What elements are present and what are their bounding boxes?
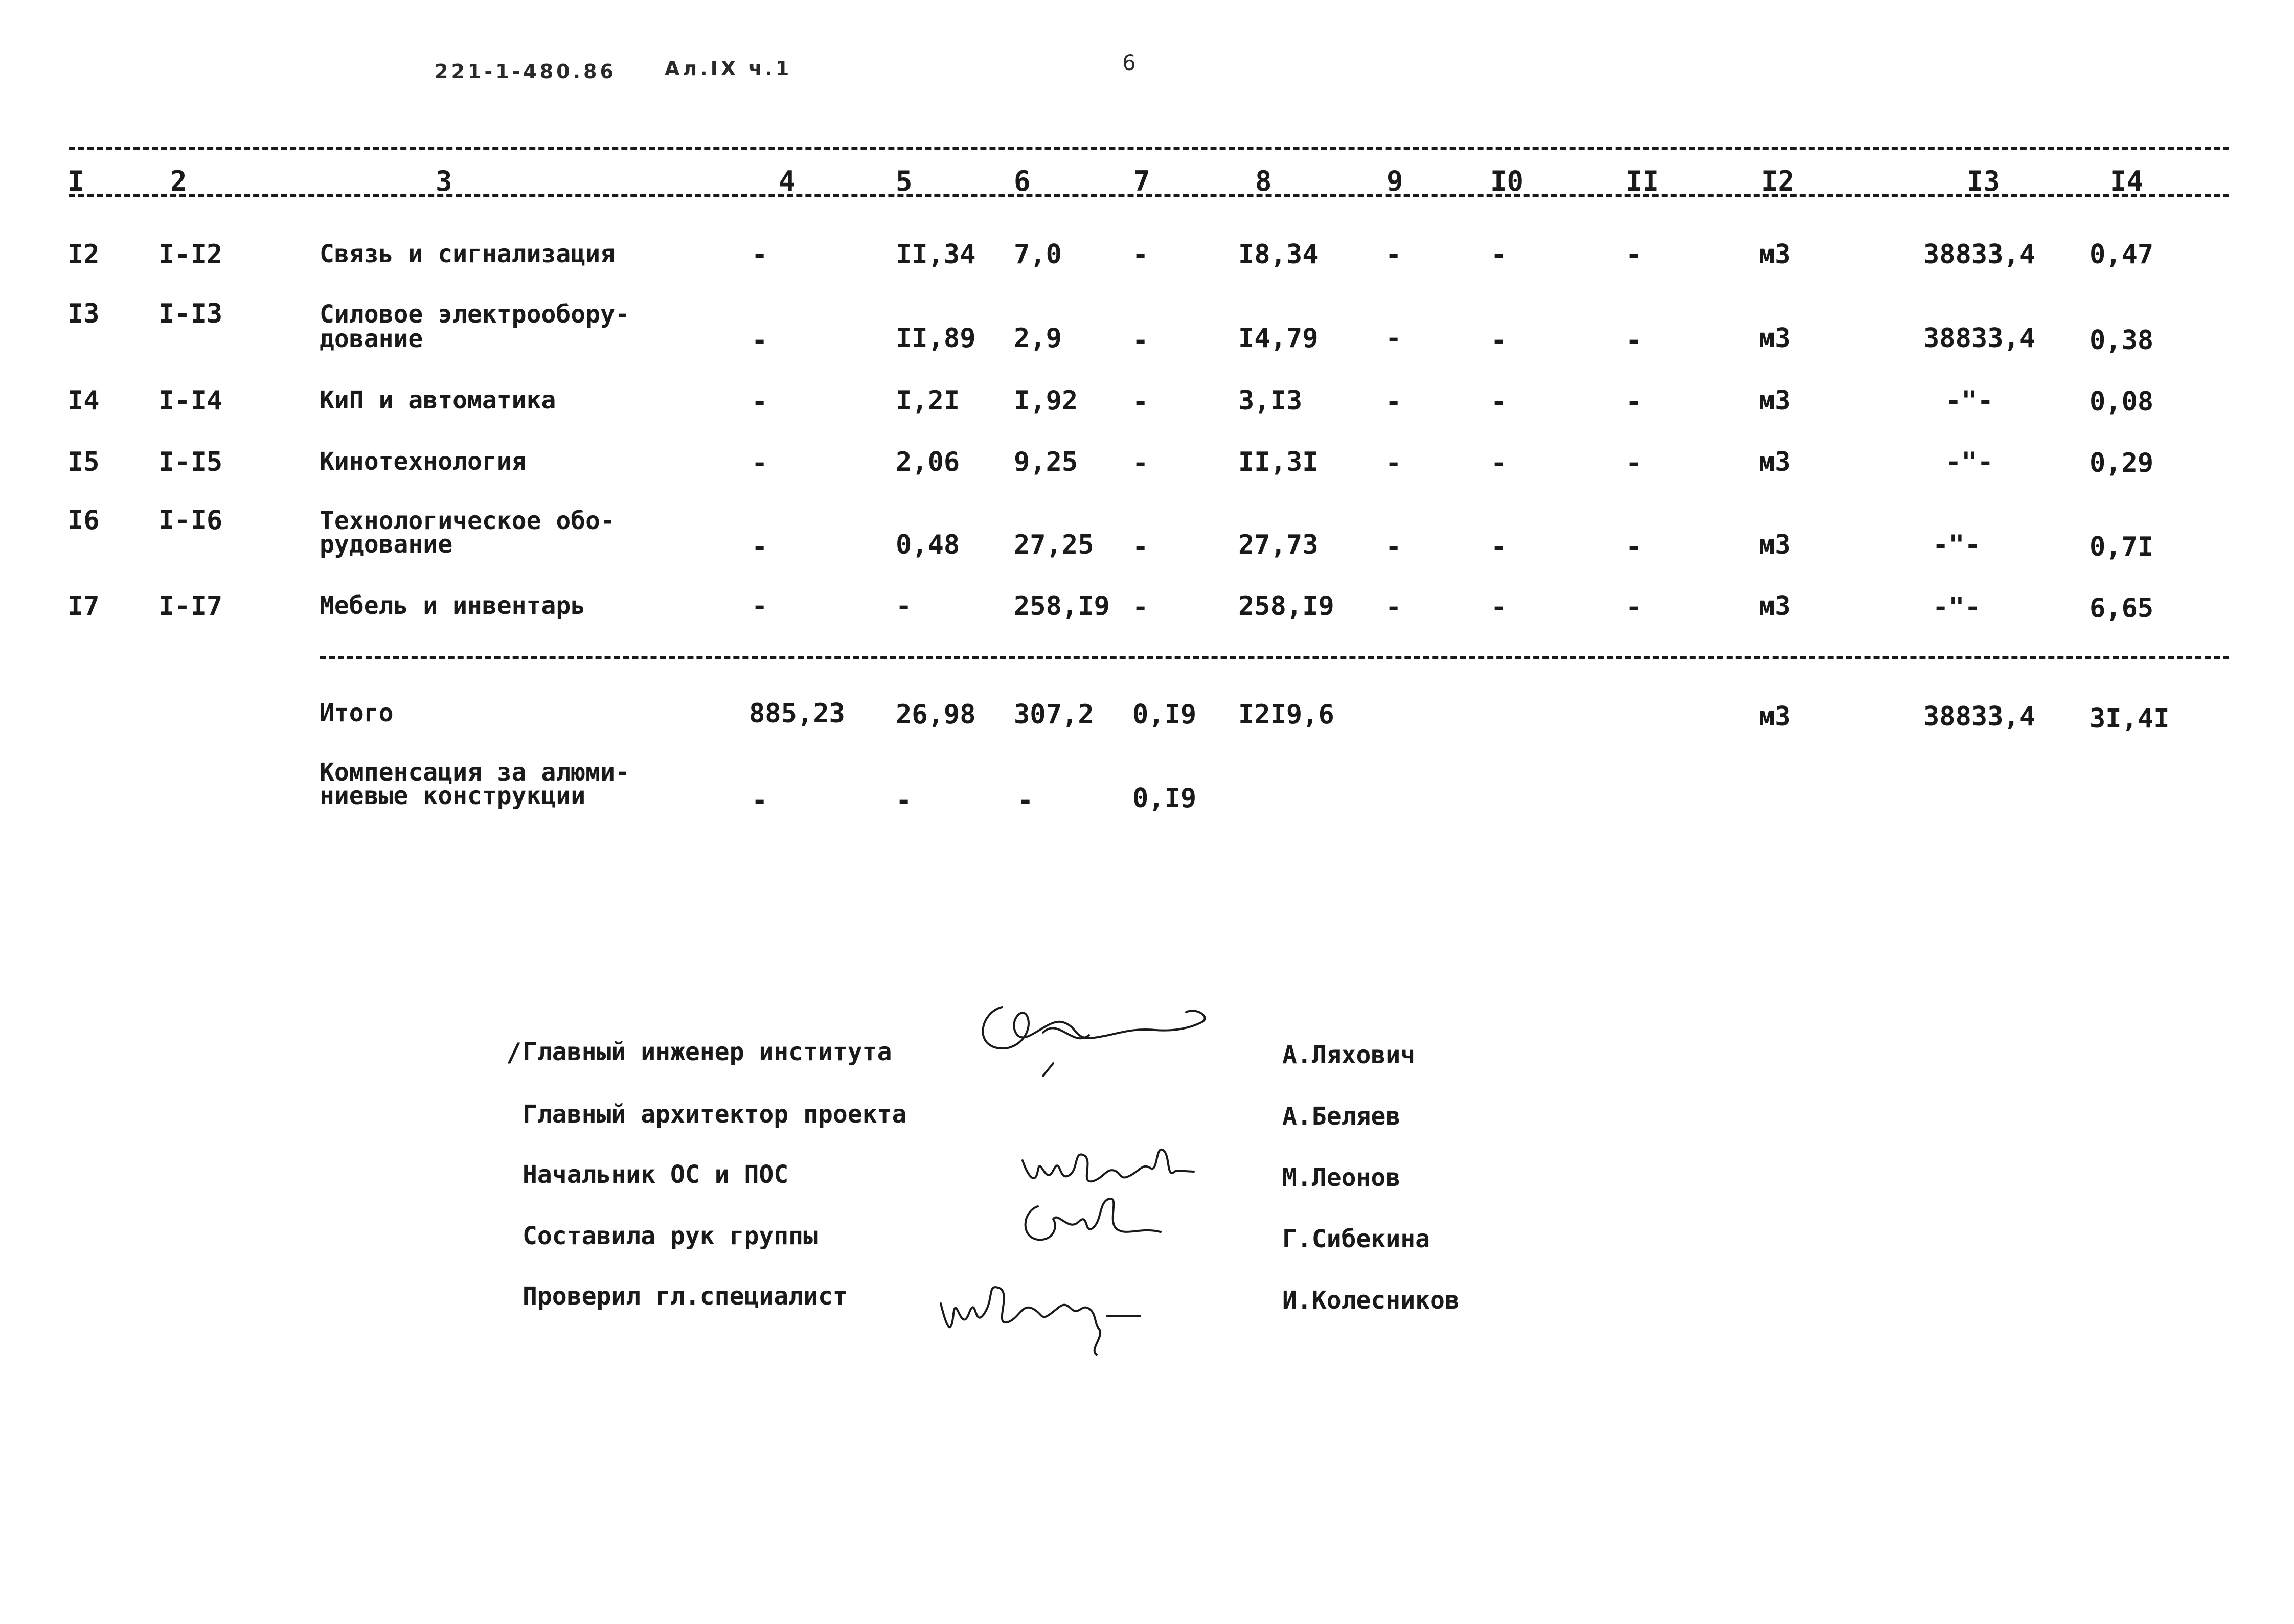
slash-mark: / xyxy=(506,1038,522,1067)
signature-role: Проверил гл.специалист xyxy=(523,1282,848,1311)
column-header: II xyxy=(1626,165,1660,197)
column-header: 3 xyxy=(436,165,452,197)
cell: I4,79 xyxy=(1238,323,1319,354)
column-header: I2 xyxy=(1761,165,1795,197)
cell: м3 xyxy=(1759,701,1791,732)
signature-role: Главный инженер института xyxy=(523,1038,892,1066)
column-header: I0 xyxy=(1490,165,1524,197)
cell: 27,25 xyxy=(1014,530,1094,560)
cell: 3I,4I xyxy=(2089,703,2170,734)
cell: 38833,4 xyxy=(1923,701,2036,732)
row-number: I2 xyxy=(67,239,100,270)
cell: м3 xyxy=(1759,447,1791,477)
row-name-line: дование xyxy=(320,325,423,353)
cell: - xyxy=(752,448,768,478)
row-number: I6 xyxy=(67,505,100,536)
cell: - xyxy=(1132,592,1149,623)
column-header: 9 xyxy=(1387,165,1403,197)
cell: - xyxy=(1386,239,1402,270)
subtotal-rule xyxy=(320,656,2229,659)
column-header: 8 xyxy=(1255,165,1272,197)
cell: 38833,4 xyxy=(1923,323,2036,354)
row-name: Связь и сигнализация xyxy=(320,240,615,268)
cell: - xyxy=(752,386,768,417)
cell: 2,06 xyxy=(896,447,960,477)
cell: I,92 xyxy=(1014,385,1078,416)
row-code: I-I2 xyxy=(158,239,223,270)
signature-role: Главный архитектор проекта xyxy=(523,1100,907,1129)
cell: -"- xyxy=(1945,385,1993,416)
cell: I,2I xyxy=(896,385,960,416)
cell: I2I9,6 xyxy=(1238,699,1334,730)
row-code: I-I5 xyxy=(158,447,223,477)
row-name: Мебель и инвентарь xyxy=(320,591,586,620)
cell: - xyxy=(1132,448,1149,478)
row-name: КиП и автоматика xyxy=(320,386,556,415)
totals-label: Итого xyxy=(320,699,394,727)
cell: - xyxy=(1132,239,1149,270)
cell: - xyxy=(1386,592,1402,623)
row-number: I4 xyxy=(67,385,100,416)
cell: - xyxy=(1626,448,1642,478)
cell: 258,I9 xyxy=(1014,591,1110,622)
column-header: 6 xyxy=(1014,165,1031,197)
cell: - xyxy=(1386,386,1402,417)
signature-name: А.Ляхович xyxy=(1282,1041,1416,1069)
cell: 885,23 xyxy=(749,698,845,729)
cell: - xyxy=(1132,325,1149,356)
column-header: I xyxy=(67,165,84,197)
row-name-line: Силовое электрообору- xyxy=(320,300,630,329)
compensation-label-line: Компенсация за алюми- xyxy=(320,758,630,787)
cell: - xyxy=(1626,592,1642,623)
signature-role: Начальник ОС и ПОС xyxy=(523,1160,789,1189)
column-header: 2 xyxy=(170,165,187,197)
sheet-reference: Ал.IX ч.1 xyxy=(665,57,792,80)
cell: - xyxy=(752,239,768,270)
cell: 0,48 xyxy=(896,530,960,560)
cell: - xyxy=(1626,386,1642,417)
row-name-line: рудование xyxy=(320,530,453,559)
cell: 6,65 xyxy=(2089,593,2154,624)
cell: - xyxy=(1017,785,1034,816)
cell: 0,47 xyxy=(2089,239,2154,270)
cell: - xyxy=(896,591,912,622)
cell: 7,0 xyxy=(1014,239,1062,270)
column-header: I4 xyxy=(2110,165,2144,197)
signature-role: Составила рук группы xyxy=(523,1222,818,1250)
cell: - xyxy=(1626,325,1642,356)
cell: 258,I9 xyxy=(1238,591,1334,622)
cell: 307,2 xyxy=(1014,699,1094,730)
row-code: I-I4 xyxy=(158,385,223,416)
cell: -"- xyxy=(1933,530,1981,560)
signature-name: Г.Сибекина xyxy=(1282,1225,1430,1253)
cell: - xyxy=(1626,532,1642,562)
cell: 9,25 xyxy=(1014,447,1078,477)
cell: 3,I3 xyxy=(1238,385,1303,416)
cell: II,34 xyxy=(896,239,976,270)
cell: - xyxy=(752,532,768,562)
cell: - xyxy=(1132,386,1149,417)
row-name-line: Технологическое обо- xyxy=(320,507,615,535)
compensation-label-line: ниевые конструкции xyxy=(320,782,586,810)
cell: - xyxy=(752,325,768,356)
cell: 0,38 xyxy=(2089,325,2154,356)
row-code: I-I7 xyxy=(158,591,223,622)
cell: I8,34 xyxy=(1238,239,1319,270)
row-code: I-I3 xyxy=(158,299,223,329)
row-code: I-I6 xyxy=(158,505,223,536)
cell: 2,9 xyxy=(1014,323,1062,354)
row-number: I3 xyxy=(67,299,100,329)
cell: - xyxy=(1386,532,1402,562)
cell: м3 xyxy=(1759,323,1791,354)
cell: II,89 xyxy=(896,323,976,354)
signature-name: М.Леонов xyxy=(1282,1163,1401,1192)
cell: 0,08 xyxy=(2089,386,2154,417)
signature-name: И.Колесников xyxy=(1282,1286,1460,1315)
handwritten-signature-1 xyxy=(971,987,1237,1089)
cell: м3 xyxy=(1759,530,1791,560)
row-name: Кинотехнология xyxy=(320,447,527,476)
cell: м3 xyxy=(1759,385,1791,416)
cell: II,3I xyxy=(1238,447,1319,477)
cell: -"- xyxy=(1945,447,1993,477)
column-header: 4 xyxy=(779,165,796,197)
cell: - xyxy=(1132,532,1149,562)
page-number: 6 xyxy=(1122,50,1136,75)
cell: 0,7I xyxy=(2089,532,2154,562)
cell: 0,I9 xyxy=(1132,783,1197,814)
signature-name: А.Беляев xyxy=(1282,1102,1401,1131)
cell: 0,29 xyxy=(2089,448,2154,478)
column-header: 5 xyxy=(896,165,913,197)
cell: - xyxy=(1491,386,1507,417)
cell: - xyxy=(1626,239,1642,270)
cell: - xyxy=(1491,592,1507,623)
column-header: 7 xyxy=(1133,165,1150,197)
cell: - xyxy=(752,591,768,622)
cell: - xyxy=(896,785,912,816)
cell: - xyxy=(1491,448,1507,478)
cell: - xyxy=(1386,448,1402,478)
cell: -"- xyxy=(1933,592,1981,623)
cell: - xyxy=(1491,532,1507,562)
cell: - xyxy=(1386,323,1402,354)
column-header: I3 xyxy=(1967,165,2001,197)
cell: 27,73 xyxy=(1238,530,1319,560)
handwritten-signature-3 xyxy=(1017,1191,1181,1257)
cell: 38833,4 xyxy=(1923,239,2036,270)
cell: м3 xyxy=(1759,239,1791,270)
cell: - xyxy=(1491,325,1507,356)
cell: 26,98 xyxy=(896,699,976,730)
cell: м3 xyxy=(1759,591,1791,622)
row-number: I5 xyxy=(67,447,100,477)
cell: - xyxy=(752,785,768,816)
cell: - xyxy=(1491,239,1507,270)
cell: 0,I9 xyxy=(1132,699,1197,730)
row-number: I7 xyxy=(67,591,100,622)
table-top-rule xyxy=(69,147,2229,150)
handwritten-signature-4 xyxy=(930,1273,1161,1365)
document-code: 221-1-480.86 xyxy=(435,60,617,83)
